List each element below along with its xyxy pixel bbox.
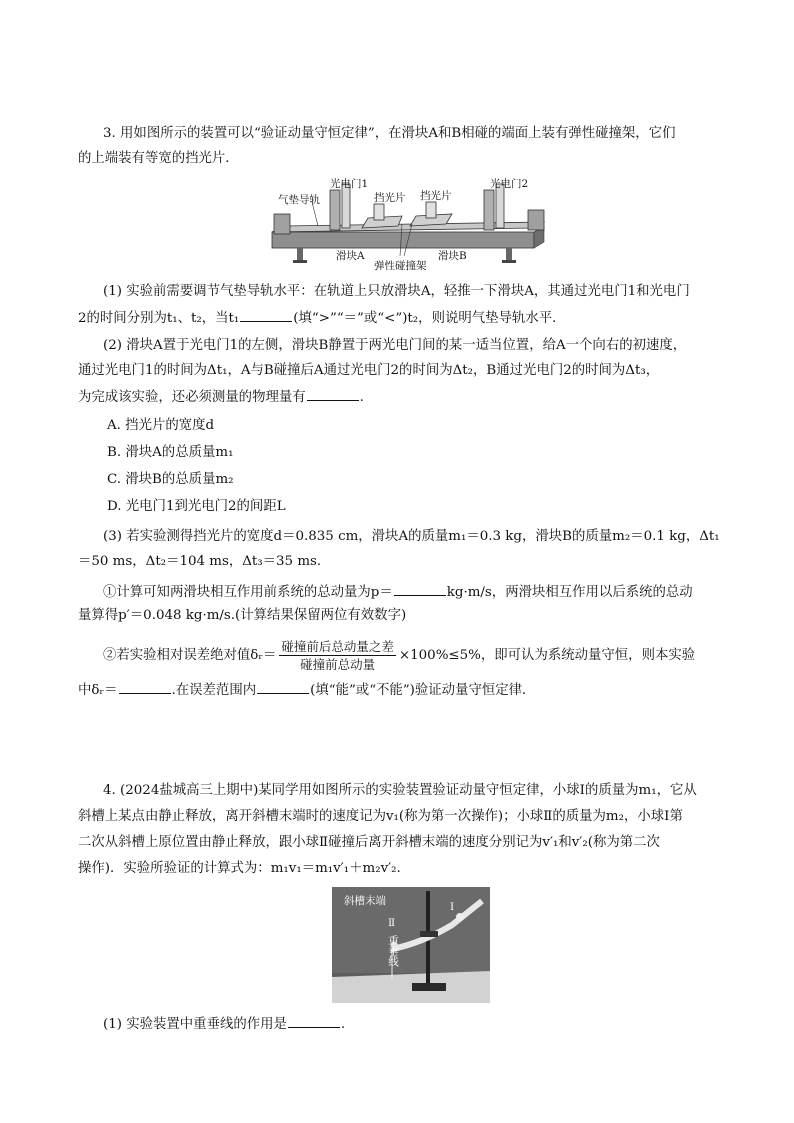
answer-blank-5[interactable] bbox=[257, 679, 309, 694]
label-plumb-line: 重垂线 bbox=[387, 935, 399, 967]
q3-c2-line2: 中δᵣ＝ .在误差范围内 (填“能”或“不能”)验证动量守恒定律． bbox=[78, 679, 535, 701]
label-slider-a: 滑块A bbox=[336, 250, 365, 262]
q4-p1: (1) 实验装置中重垂线的作用是 . bbox=[103, 1013, 345, 1035]
air-track-figure bbox=[262, 170, 552, 274]
label-ball-2: Ⅱ bbox=[388, 917, 396, 929]
q3-stem-line1: 3. 用如图所示的装置可以“验证动量守恒定律”，在滑块A和B相碰的端面上装有弹性碰撞架，它们 bbox=[103, 126, 676, 141]
relative-error-fraction: $\frac{\text{碰撞前后总动量之差}}{\text{碰撞前总动量}}$ bbox=[281, 639, 394, 672]
q3-p2-line1: (2) 滑块A置于光电门1的左侧，滑块B静置于两光电门间的某一适当位置，给A一个向右的初速度， bbox=[103, 338, 687, 353]
answer-blank-2[interactable] bbox=[307, 386, 359, 401]
q4-line4: 操作)．实验所验证的计算式为：m₁v₁＝m₁v′₁＋m₂v′₂. bbox=[78, 861, 401, 876]
label-bumper: 弹性碰撞架 bbox=[374, 260, 427, 272]
q3-p2-line2: 通过光电门1的时间为Δt₁，A与B碰撞后A通过光电门2的时间为Δt₂，B通过光电门2的时间为Δt₃， bbox=[78, 363, 660, 378]
label-flag1: 挡光片 bbox=[374, 192, 406, 204]
option-d[interactable]: D. 光电门1到光电门2的间距L bbox=[107, 499, 286, 514]
q3-c1-line2: 量算得p′＝0.048 kg·m/s.(计算结果保留两位有效数字) bbox=[78, 608, 407, 623]
answer-blank-4[interactable] bbox=[119, 679, 171, 694]
label-gate1: 光电门1 bbox=[330, 178, 369, 190]
q3-stem-line2: 的上端装有等宽的挡光片． bbox=[78, 151, 239, 166]
label-rail: 气垫导轨 bbox=[278, 194, 320, 206]
label-chute-end: 斜槽末端 bbox=[344, 895, 386, 907]
label-flag2: 挡光片 bbox=[420, 190, 452, 202]
q3-p3-line1: (3) 若实验测得挡光片的宽度d＝0.835 cm，滑块A的质量m₁＝0.3 kg，滑块B的质量m₂＝0.1 kg，Δt₁ bbox=[103, 529, 720, 544]
q4-line2: 斜槽上某点由静止释放，离开斜槽末端时的速度记为v₁(称为第一次操作)；小球Ⅱ的质量为m₂，小球Ⅰ第 bbox=[78, 809, 683, 824]
answer-blank-1[interactable] bbox=[240, 307, 292, 322]
label-ball-1: Ⅰ bbox=[450, 901, 455, 913]
q3-c2-line1: ②若实验相对误差绝对值δᵣ＝ $\frac{\text{碰撞前后总动量之差}}{\text{碰撞前总动量}}$ ×100%≤5%，即可认为系统动量守恒，则本实验 bbox=[103, 639, 696, 672]
label-slider-b: 滑块B bbox=[438, 250, 467, 262]
answer-blank-3[interactable] bbox=[394, 581, 446, 596]
option-c[interactable]: C. 滑块B的总质量m₂ bbox=[107, 472, 234, 487]
q4-line1: 4. (2024盐城高三上期中)某同学用如图所示的实验装置验证动量守恒定律，小球Ⅰ的质量为m₁，它从 bbox=[103, 783, 697, 798]
answer-blank-6[interactable] bbox=[288, 1013, 340, 1028]
q4-line3: 二次从斜槽上原位置由静止释放，跟小球Ⅱ碰撞后离开斜槽末端的速度分别记为v′₁和v′₂(称为第二次 bbox=[78, 835, 660, 850]
q3-p1-line2: 2的时间分别为t₁、t₂，当t₁ (填“>”“＝”或“<”)t₂，则说明气垫导轨水平． bbox=[78, 307, 565, 329]
q3-p3-line2: ＝50 ms，Δt₂＝104 ms，Δt₃＝35 ms. bbox=[78, 554, 322, 569]
apparatus-photo bbox=[332, 887, 490, 1003]
q3-p1-line1: (1) 实验前需要调节气垫导轨水平：在轨道上只放滑块A，轻推一下滑块A，其通过光电门1和光电门 bbox=[103, 284, 690, 299]
option-a[interactable]: A. 挡光片的宽度d bbox=[107, 418, 215, 433]
q3-c1-line1: ①计算可知两滑块相互作用前系统的总动量为p＝ kg·m/s，两滑块相互作用以后系统的总动 bbox=[103, 581, 693, 603]
q3-p2-line3: 为完成该实验，还必须测量的物理量有 . bbox=[78, 386, 364, 408]
label-gate2: 光电门2 bbox=[490, 178, 529, 190]
option-b[interactable]: B. 滑块A的总质量m₁ bbox=[107, 445, 234, 460]
